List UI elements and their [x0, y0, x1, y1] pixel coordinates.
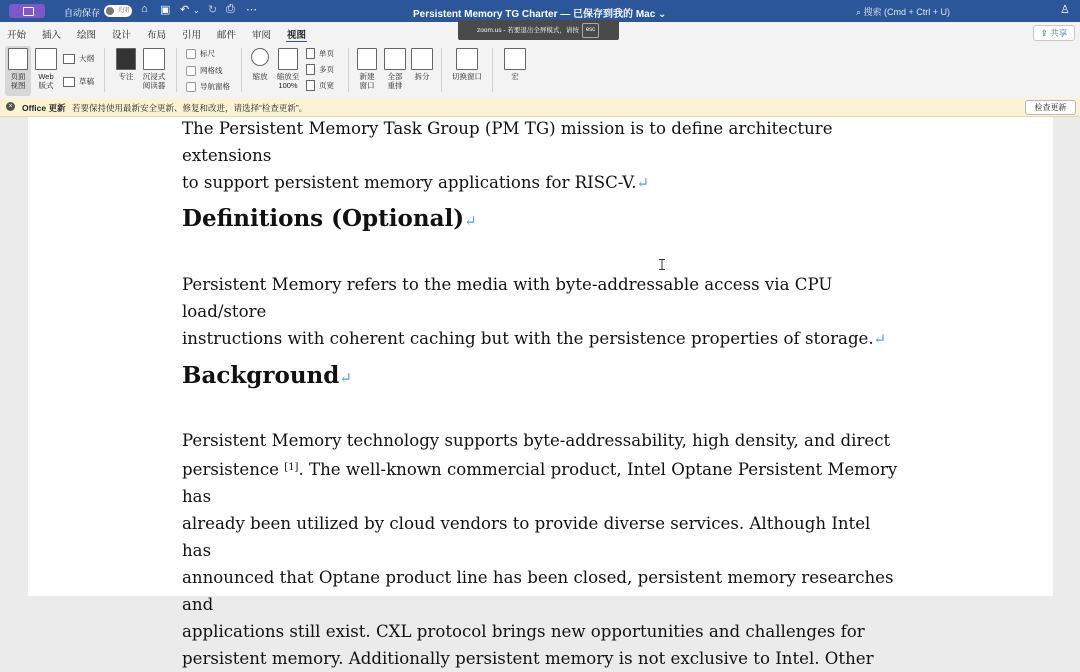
split-button[interactable]	[410, 48, 434, 81]
text-run: to support persistent memory applications for RISC-V.	[182, 173, 637, 192]
focus-icon	[116, 48, 136, 70]
tab-references[interactable]: 引用	[182, 30, 202, 41]
macros-button[interactable]	[500, 48, 530, 81]
web-layout-label: Web 版式	[38, 72, 54, 90]
paragraph-background	[182, 427, 899, 672]
text-line: applications still exist. CXL protocol brings new opportunities and challenges for	[182, 622, 865, 641]
page-width-button[interactable]	[306, 80, 334, 91]
immersive-reader-label: 沉浸式 阅读器	[142, 72, 166, 90]
draft-button[interactable]	[63, 76, 94, 87]
dismiss-notice-icon[interactable]: ×	[6, 102, 15, 111]
tab-design[interactable]: 设计	[112, 30, 132, 41]
search-icon: ⌕	[856, 7, 864, 17]
split-label: 拆分	[414, 72, 430, 81]
outline-label: 大纲	[79, 54, 94, 63]
multiple-pages-icon	[306, 64, 315, 75]
heading-definitions	[182, 205, 477, 232]
web-layout-button[interactable]	[34, 48, 58, 90]
paragraph-mark-icon: ↵	[636, 174, 650, 192]
outline-button[interactable]	[63, 53, 94, 64]
zoom-button[interactable]	[249, 48, 271, 81]
citation-ref[interactable]: [1]	[284, 462, 299, 473]
immersive-reader-button[interactable]	[140, 48, 168, 90]
undo-icon[interactable]: ↶	[180, 4, 190, 16]
heading-background	[182, 362, 352, 389]
one-page-button[interactable]	[306, 48, 334, 59]
page-width-icon	[306, 80, 315, 91]
split-icon	[411, 48, 433, 70]
focus-button[interactable]	[113, 48, 139, 81]
multiple-pages-button[interactable]	[306, 64, 334, 75]
text-run: persistence	[182, 460, 280, 479]
arrange-all-icon	[384, 48, 406, 70]
share-button[interactable]	[1033, 25, 1075, 41]
new-window-label: 新建 窗口	[359, 72, 375, 90]
heading-text: Background	[182, 362, 340, 389]
nav-pane-checkbox[interactable]	[186, 81, 230, 92]
text-cursor-icon	[659, 259, 665, 270]
print-icon[interactable]: ⎙	[226, 3, 235, 15]
macros-label: 宏	[511, 72, 519, 81]
ribbon-divider	[176, 48, 177, 92]
paragraph-mark-icon: ↵	[873, 330, 887, 348]
view-ribbon	[0, 42, 1080, 99]
ribbon-divider	[441, 48, 442, 92]
text-line	[182, 454, 899, 510]
nav-pane-check-icon	[186, 82, 196, 92]
macros-icon	[504, 48, 526, 70]
zoom-label: 缩放	[252, 72, 268, 81]
multiple-pages-label: 多页	[319, 65, 334, 74]
tab-draw[interactable]: 绘图	[77, 30, 97, 41]
heading-text: Definitions (Optional)	[182, 205, 465, 232]
one-page-icon	[306, 48, 315, 59]
word-app-icon[interactable]	[9, 4, 45, 18]
document-title[interactable]: Persistent Memory TG Charter — 已保存到我的 Mac ⌄	[413, 9, 667, 20]
text-line: already been utilized by cloud vendors to provide diverse services. Although Intel has	[182, 514, 871, 560]
text-line: The Persistent Memory Task Group (PM TG) mission is to define architecture extensions	[182, 119, 833, 165]
arrange-all-label: 全部 重排	[387, 72, 403, 90]
tab-view[interactable]: 视图	[287, 27, 306, 41]
search-box[interactable]	[856, 5, 950, 18]
esc-key-badge: esc	[582, 23, 599, 38]
notice-message: 若要保持使用最新安全更新、修复和改进，请选择“检查更新”。	[72, 103, 308, 113]
account-icon[interactable]: ♙	[1060, 4, 1070, 16]
focus-label: 专注	[118, 72, 134, 81]
text-line: Persistent Memory technology supports byte-addressability, high density, and direct	[182, 431, 891, 450]
zoom-100-icon	[278, 48, 298, 70]
zoom-magnifier-icon	[251, 48, 269, 66]
draft-label: 草稿	[79, 77, 94, 86]
switch-windows-icon	[456, 48, 478, 70]
title-bar	[0, 0, 1080, 22]
tab-insert[interactable]: 插入	[42, 30, 62, 41]
text-line: persistent memory. Additionally persistent memory is not exclusive to Intel. Other	[182, 649, 874, 668]
undo-dropdown-icon[interactable]: ⌄	[193, 6, 200, 15]
paragraph-definition	[182, 271, 899, 353]
ribbon-divider	[104, 48, 105, 92]
paragraph-mark-icon: ↵	[464, 212, 477, 230]
immersive-reader-icon	[143, 48, 165, 70]
gridlines-check-icon	[186, 66, 196, 76]
text-line	[182, 169, 899, 197]
text-line: Persistent Memory refers to the media with byte-addressable access via CPU load/store	[182, 275, 833, 321]
redo-icon[interactable]: ↻	[208, 4, 218, 16]
new-window-button[interactable]	[356, 48, 378, 90]
zoom-fullscreen-notice	[458, 20, 619, 40]
page-view-label: 页面 视图	[10, 72, 26, 90]
ruler-label: 标尺	[200, 49, 215, 58]
tab-review[interactable]: 审阅	[252, 30, 272, 41]
ruler-checkbox[interactable]	[186, 48, 215, 59]
draft-icon	[63, 77, 75, 87]
search-placeholder: 搜索 (Cmd + Ctrl + U)	[863, 7, 951, 17]
ruler-check-icon	[186, 49, 196, 59]
autosave-state: 关闭	[117, 8, 130, 14]
autosave-toggle[interactable]	[104, 5, 132, 17]
page-view-icon	[8, 48, 28, 70]
zoom-100-label: 缩放至 100%	[276, 72, 300, 90]
web-layout-icon	[35, 48, 57, 70]
ribbon-divider	[241, 48, 242, 92]
page-width-label: 页宽	[319, 81, 334, 90]
tab-mailings[interactable]: 邮件	[217, 30, 237, 41]
tab-home[interactable]: 开始	[7, 30, 27, 41]
check-updates-button[interactable]: 检查更新	[1025, 100, 1076, 115]
save-icon[interactable]: ▣	[160, 4, 171, 16]
outline-icon	[63, 54, 75, 64]
gridlines-label: 网格线	[200, 66, 223, 75]
document-page[interactable]	[28, 117, 1053, 668]
text-line: announced that Optane product line has been closed, persistent memory researches and	[182, 568, 894, 614]
share-label: 共享	[1050, 28, 1068, 38]
page-view-button[interactable]	[5, 46, 31, 96]
zoom-100-button[interactable]	[275, 48, 301, 90]
more-icon[interactable]: ⋯	[246, 4, 257, 16]
new-window-icon	[357, 48, 377, 70]
notice-title: Office 更新	[22, 103, 66, 113]
arrange-all-button[interactable]	[383, 48, 407, 90]
nav-pane-label: 导航窗格	[200, 82, 230, 91]
paragraph-mark-icon: ↵	[339, 369, 352, 387]
zoom-notice-text: zoom.us - 若要退出全屏模式，请按	[477, 27, 579, 34]
autosave-label: 自动保存	[64, 8, 101, 18]
switch-windows-label: 切换窗口	[452, 72, 482, 81]
text-run: instructions with coherent caching but with the persistence properties of storage.	[182, 329, 874, 348]
tab-layout[interactable]: 布局	[147, 30, 167, 41]
paragraph-mission	[182, 115, 899, 197]
switch-windows-button[interactable]	[449, 48, 485, 81]
share-icon: ⇪	[1040, 28, 1051, 38]
text-line	[182, 325, 899, 353]
ribbon-divider	[348, 48, 349, 92]
home-icon[interactable]: ⌂	[141, 3, 148, 15]
text-run: . The well-known commercial product, Intel Optane Persistent Memory has	[182, 460, 898, 506]
ribbon-divider	[492, 48, 493, 92]
one-page-label: 单页	[319, 49, 334, 58]
gridlines-checkbox[interactable]	[186, 65, 223, 76]
